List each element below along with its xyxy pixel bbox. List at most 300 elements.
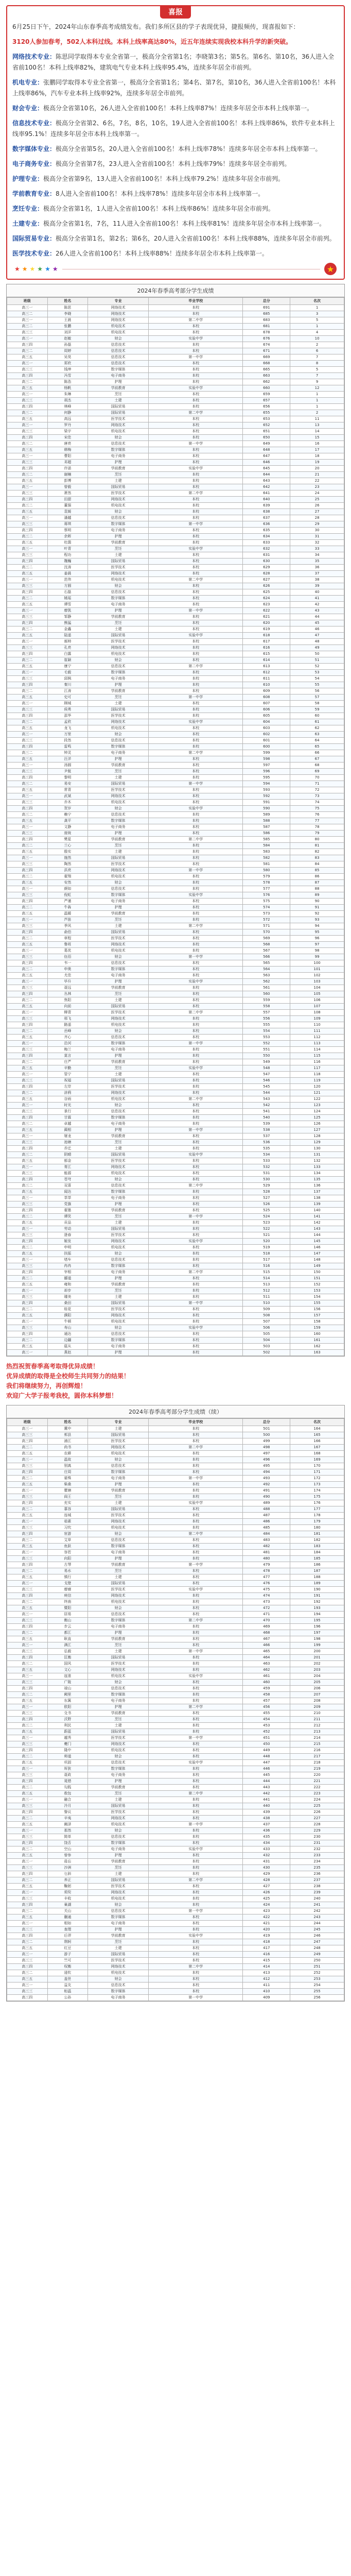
table-cell: 435 [243,1834,290,1840]
table-cell: 财会 [88,1976,149,1982]
table-cell: 454 [243,1717,290,1723]
table-cell: 高三三 [7,1016,48,1022]
table-cell: 228 [290,1822,344,1828]
table-cell: 高三四 [7,929,48,936]
table-cell: 138 [290,1195,344,1201]
table-cell: 容若 [47,1550,88,1556]
table-cell: 高三二 [7,997,48,1004]
table-cell: 护理 [88,1704,149,1710]
table-cell: 210 [290,1710,344,1717]
table-row [7,626,344,633]
table-cell: 123 [290,1103,344,1109]
table-cell: 护理 [88,1630,149,1636]
table-cell: 莘莘 [47,1195,88,1201]
table-cell: 170 [290,1463,344,1469]
table-cell: 网络技术 [88,1519,149,1525]
table-cell: 622 [243,608,290,614]
table-cell: 高三四 [7,1778,48,1785]
table-cell: 刘洋 [47,330,88,336]
table-cell: 576 [243,892,290,899]
table-cell: 双喜 [47,1183,88,1189]
table-cell: 土建 [88,1649,149,1655]
table-row [7,1797,344,1803]
table-row [7,385,344,392]
table-cell: 120 [290,1084,344,1090]
table-cell: 洪亮 [47,868,88,874]
table-cell: 熊猛 [47,620,88,626]
table-row [7,1307,344,1313]
table-cell: 566 [243,954,290,960]
table-cell: 本校 [149,1245,243,1251]
table-cell: 国风 [47,1661,88,1667]
table-cell: 248 [290,1945,344,1952]
table-row [7,503,344,509]
table-row [7,1803,344,1809]
table-cell: 高三二 [7,1337,48,1344]
table-cell: 第二中学 [149,410,243,416]
table-cell: 487 [243,1513,290,1519]
table-cell: 519 [243,1245,290,1251]
table-cell: 本校 [149,1661,243,1667]
table-cell: 564 [243,967,290,973]
table-cell: 财会 [88,732,149,738]
table-cell: 211 [290,1717,344,1723]
table-cell: 高三三 [7,521,48,528]
table-cell: 642 [243,484,290,490]
table-cell: 慎行 [47,1574,88,1581]
table-cell: 电子商务 [88,1121,149,1127]
table-cell: 堵车 [47,1257,88,1263]
table-cell: 杜鹃 [47,540,88,546]
table-cell: 电子商务 [88,1344,149,1350]
table-row [7,1865,344,1871]
table-cell: 本校 [149,1778,243,1785]
table-cell: 王晨 [47,317,88,324]
table-cell: 644 [243,472,290,478]
table-row [7,744,344,750]
table-cell: 579 [243,874,290,880]
table-cell: 本校 [149,503,243,509]
table-row [7,664,344,670]
table-cell: 453 [243,1723,290,1729]
table-cell: 高三五 [7,1127,48,1133]
table-cell: 高三一 [7,1704,48,1710]
table-row [7,1164,344,1171]
table-cell: 高三一 [7,453,48,460]
table-row [7,917,344,923]
paragraph-label: 烹饪专业： [12,205,44,212]
table-cell: 本校 [149,936,243,942]
table-cell: 满江 [47,1642,88,1649]
table-cell: 本校 [149,861,243,868]
table-cell: 本校 [149,1115,243,1121]
table-cell: 葛优 [47,948,88,954]
table-cell: 烹饪 [88,1865,149,1871]
table-cell: 411 [243,1982,290,1989]
table-cell: 本校 [149,1059,243,1065]
table-cell: 高三二 [7,1183,48,1189]
table-cell: 6 [290,348,344,354]
table-cell: 52 [290,664,344,670]
table-cell: 112 [290,1035,344,1041]
table-cell: 462 [243,1667,290,1673]
table-cell: 434 [243,1840,290,1846]
table-cell: 数字媒体 [88,1766,149,1772]
news-paragraph [12,52,339,73]
table-cell: 550 [243,1053,290,1059]
table-cell: 本校 [149,1581,243,1587]
table-cell: 540 [243,1115,290,1121]
table-cell: 养正 [47,1877,88,1884]
table-cell: 本校 [149,973,243,979]
table-cell: 实验中学 [149,979,243,985]
table-cell: 237 [290,1877,344,1884]
table-cell: 442 [243,1791,290,1797]
table-cell: 132 [290,1158,344,1164]
table-cell: 第一中学 [149,1822,243,1828]
table-cell: 高三四 [7,589,48,596]
table-cell: 640 [243,497,290,503]
table-row [7,348,344,354]
table-cell: 高三四 [7,404,48,410]
table-row [7,509,344,515]
table-cell: 本校 [149,942,243,948]
table-cell: 本校 [149,1438,243,1445]
paragraph-label: 学前教育专业： [12,190,56,197]
table-cell: 医学技术 [88,1010,149,1016]
table-cell: 本校 [149,1840,243,1846]
table-cell: 586 [243,831,290,837]
table-row [7,1853,344,1859]
table-cell: 高三五 [7,509,48,515]
table-cell: 本校 [149,1723,243,1729]
table-cell: 470 [243,1618,290,1624]
table-cell: 信息技术 [88,886,149,892]
table-cell: 99 [290,954,344,960]
table-cell: 烹饪 [88,991,149,997]
table-row [7,1183,344,1189]
table-cell: 数字媒体 [88,1469,149,1476]
table-cell: 215 [290,1741,344,1748]
table-cell: 高三三 [7,1927,48,1933]
table-cell: 657 [243,398,290,404]
table-cell: 机电技术 [88,651,149,657]
table-row [7,1432,344,1438]
table-cell: 224 [290,1797,344,1803]
table-cell: 254 [290,1982,344,1989]
table-row [7,1828,344,1834]
table-cell: 489 [243,1500,290,1506]
table-cell: 高三五 [7,1760,48,1766]
table-cell: 本校 [149,738,243,744]
table-cell: 536 [243,1140,290,1146]
table-cell: 445 [243,1772,290,1778]
table-cell: 烹饪 [88,1494,149,1500]
table-cell: 数字媒体 [88,1914,149,1921]
table-row [7,1245,344,1251]
table-row [7,521,344,528]
table-cell: 146 [290,1245,344,1251]
table-cell: 高三二 [7,472,48,478]
table-cell: 高三二 [7,534,48,540]
table-cell: 实验中学 [149,719,243,725]
table-cell: 457 [243,1698,290,1704]
table-cell: 620 [243,620,290,626]
table-row [7,1350,344,1356]
news-paragraph [12,248,339,259]
table-cell: 浦江 [47,1438,88,1445]
table-cell: 本校 [149,886,243,892]
table-cell: 421 [243,1921,290,1927]
table-cell: 本校 [149,1741,243,1748]
table-cell: 本校 [149,1282,243,1288]
table-row [7,1698,344,1704]
table-cell: 本校 [149,1078,243,1084]
table-cell: 高三一 [7,1550,48,1556]
table-row [7,1544,344,1550]
table-cell: 129 [290,1140,344,1146]
table-cell: 相如 [47,1921,88,1927]
table-cell: 机电技术 [88,948,149,954]
table-cell: 沙洲 [47,1865,88,1871]
table-cell: 土建 [88,1146,149,1152]
table-cell: 易安 [47,781,88,787]
table-cell: 电子商务 [88,1550,149,1556]
table-cell: 高三三 [7,614,48,620]
table-cell: 高三五 [7,416,48,422]
table-cell: 饶舌 [47,1840,88,1846]
table-cell: 高三三 [7,1803,48,1809]
table-cell: 641 [243,490,290,497]
table-cell: 高三一 [7,1766,48,1772]
table-cell: 本校 [149,1698,243,1704]
table-cell: 焦阳 [47,997,88,1004]
table-row [7,534,344,540]
table-cell: 143 [290,1226,344,1232]
table-cell: 638 [243,509,290,515]
table-row [7,565,344,571]
table-cell: 护理 [88,379,149,385]
table-cell: 本校 [149,713,243,719]
table-cell: 孟欣 [47,719,88,725]
table-cell: 高三四 [7,558,48,565]
table-row [7,1748,344,1754]
table-cell: 587 [243,824,290,831]
table-cell: 本校 [149,1574,243,1581]
table-cell: 69 [290,769,344,775]
table-cell: 244 [290,1921,344,1927]
table-cell: 本校 [149,1785,243,1791]
table-cell: 高三三 [7,552,48,558]
table-cell: 庞统 [47,831,88,837]
table-cell: 187 [290,1568,344,1574]
table-row [7,1822,344,1828]
table-row [7,1059,344,1065]
table-cell: 时光 [47,1103,88,1109]
table-cell: 高三一 [7,608,48,614]
table-cell: 高三二 [7,311,48,317]
table-cell: 国际贸易 [88,1877,149,1884]
table-cell: 实验中学 [149,1846,243,1853]
table-cell: 实验中学 [149,806,243,812]
table-cell: 高三五 [7,756,48,762]
table-row [7,929,344,936]
table-cell: 高三五 [7,1220,48,1226]
table-cell: 烹饪 [88,1214,149,1220]
table-cell: 高三三 [7,1078,48,1084]
table-cell: 653 [243,416,290,422]
table-cell: 本校 [149,997,243,1004]
table-cell: 本校 [149,1171,243,1177]
table-cell: 669 [243,354,290,361]
table-cell: 45 [290,620,344,626]
table-cell: 本校 [149,571,243,577]
table-cell: 本校 [149,824,243,831]
table-cell: 高三四 [7,775,48,781]
table-cell: 高三一 [7,1103,48,1109]
table-cell: 9 [290,379,344,385]
table-cell: 融合 [47,1797,88,1803]
table-row [7,1531,344,1537]
table-cell: 高三三 [7,367,48,373]
table-cell: 电子商务 [88,1921,149,1927]
table-cell: 雍和 [47,1282,88,1288]
table-cell: 田甜 [47,497,88,503]
table-cell: 施然 [47,855,88,861]
table-cell: 网络技术 [88,868,149,874]
paragraph-label: 电子商务专业： [12,160,56,167]
table-cell: 数字媒体 [88,1544,149,1550]
table-cell: 676 [243,336,290,342]
table-cell: 第一中学 [149,1995,243,2001]
table-cell: 本校 [149,991,243,997]
table-cell: 崔颖 [47,657,88,664]
table-cell: 第二中学 [149,1964,243,1970]
table-cell: 张鹏 [47,324,88,330]
table-cell: 565 [243,960,290,967]
paragraph-label: 机电专业： [12,79,44,86]
table-cell: 扶摇 [47,1251,88,1257]
table-cell: 169 [290,1457,344,1463]
table-cell: 数字媒体 [88,521,149,528]
table-cell: 高三二 [7,1506,48,1513]
table-cell: 142 [290,1220,344,1226]
table-cell: 程功 [47,552,88,558]
table-row [7,342,344,348]
table-cell: 机电技术 [88,429,149,435]
table-cell: 216 [290,1748,344,1754]
table-cell: 电子商务 [88,750,149,756]
table-cell: 网络技术 [88,1741,149,1748]
table-cell: 本校 [149,1544,243,1550]
table-cell: 157 [290,1313,344,1319]
paragraph-text: 极高分全省第1名，1人进入全省前100名！本科上线率86%！连续多年居全市前列。 [43,205,274,212]
table-cell: 515 [243,1269,290,1276]
table-cell: 高三三 [7,1294,48,1300]
table-cell: 本校 [149,1016,243,1022]
table-cell: 高三三 [7,1834,48,1840]
table-cell: 机电技术 [88,1748,149,1754]
table-row [7,354,344,361]
table-cell: 高三一 [7,392,48,398]
table-cell: 本校 [149,472,243,478]
table-cell: 本校 [149,1865,243,1871]
table-row [7,1871,344,1877]
table-cell: 土建 [88,923,149,929]
table-cell: 高三三 [7,892,48,899]
table-cell: 网络技术 [88,1313,149,1319]
table-cell: 网络技术 [88,571,149,577]
table-cell: 616 [243,645,290,651]
table-cell: 信息技术 [88,738,149,744]
table-cell: 467 [243,1636,290,1642]
table-cell: 7 [290,373,344,379]
table-cell: 本校 [149,1263,243,1269]
table-cell: 土建 [88,552,149,558]
table-cell: 438 [243,1816,290,1822]
table-cell: 师道 [47,1754,88,1760]
table-cell: 高三四 [7,1053,48,1059]
table-cell: 高三二 [7,626,48,633]
table-cell: 高三三 [7,1494,48,1500]
table-cell: 本校 [149,1692,243,1698]
table-cell: 网络技术 [88,1964,149,1970]
table-cell: 本校 [149,1344,243,1350]
table-cell: 本校 [149,1195,243,1201]
table-cell: 7 [290,354,344,361]
table-cell: 颜如 [47,886,88,892]
table-cell: 530 [243,1177,290,1183]
table-cell: 173 [290,1482,344,1488]
table-cell: 本校 [149,676,243,682]
table-cell: 陶然 [47,861,88,868]
table-cell: 财会 [88,1531,149,1537]
table-cell: 高三五 [7,880,48,886]
table-cell: 209 [290,1704,344,1710]
table-row [7,1624,344,1630]
table-cell: 477 [243,1574,290,1581]
table-cell: 145 [290,1239,344,1245]
news-paragraph [12,218,339,229]
table-row [7,991,344,997]
table-cell: 高三一 [7,305,48,311]
table-cell: 高三三 [7,1741,48,1748]
table-cell: 本校 [149,1028,243,1035]
table-cell: 学前教育 [88,1710,149,1717]
table-cell: 学前教育 [88,688,149,694]
table-cell: 党旗 [47,1201,88,1208]
table-cell: 第一中学 [149,1649,243,1655]
table-cell: 648 [243,447,290,453]
table-cell: 高三四 [7,868,48,874]
table-cell: 高三二 [7,441,48,447]
table-cell: 网络技术 [88,317,149,324]
table-cell: 燕赵 [47,1350,88,1356]
table-cell: 172 [290,1476,344,1482]
table-cell: 网络技术 [88,311,149,317]
table-cell: 2 [290,410,344,416]
table-cell: 431 [243,1859,290,1865]
table-cell: 耿直 [47,1636,88,1642]
table-cell: 学前教育 [88,1133,149,1140]
table-row [7,1239,344,1245]
notice-line: 优异成绩的取得是全校师生共同努力的结果！ [6,1372,130,1380]
table-row [7,528,344,534]
table-cell: 烹饪 [88,1288,149,1294]
table-cell: 沿河 [47,1041,88,1047]
table-cell: 易水 [47,1568,88,1574]
table-cell: 522 [243,1226,290,1232]
